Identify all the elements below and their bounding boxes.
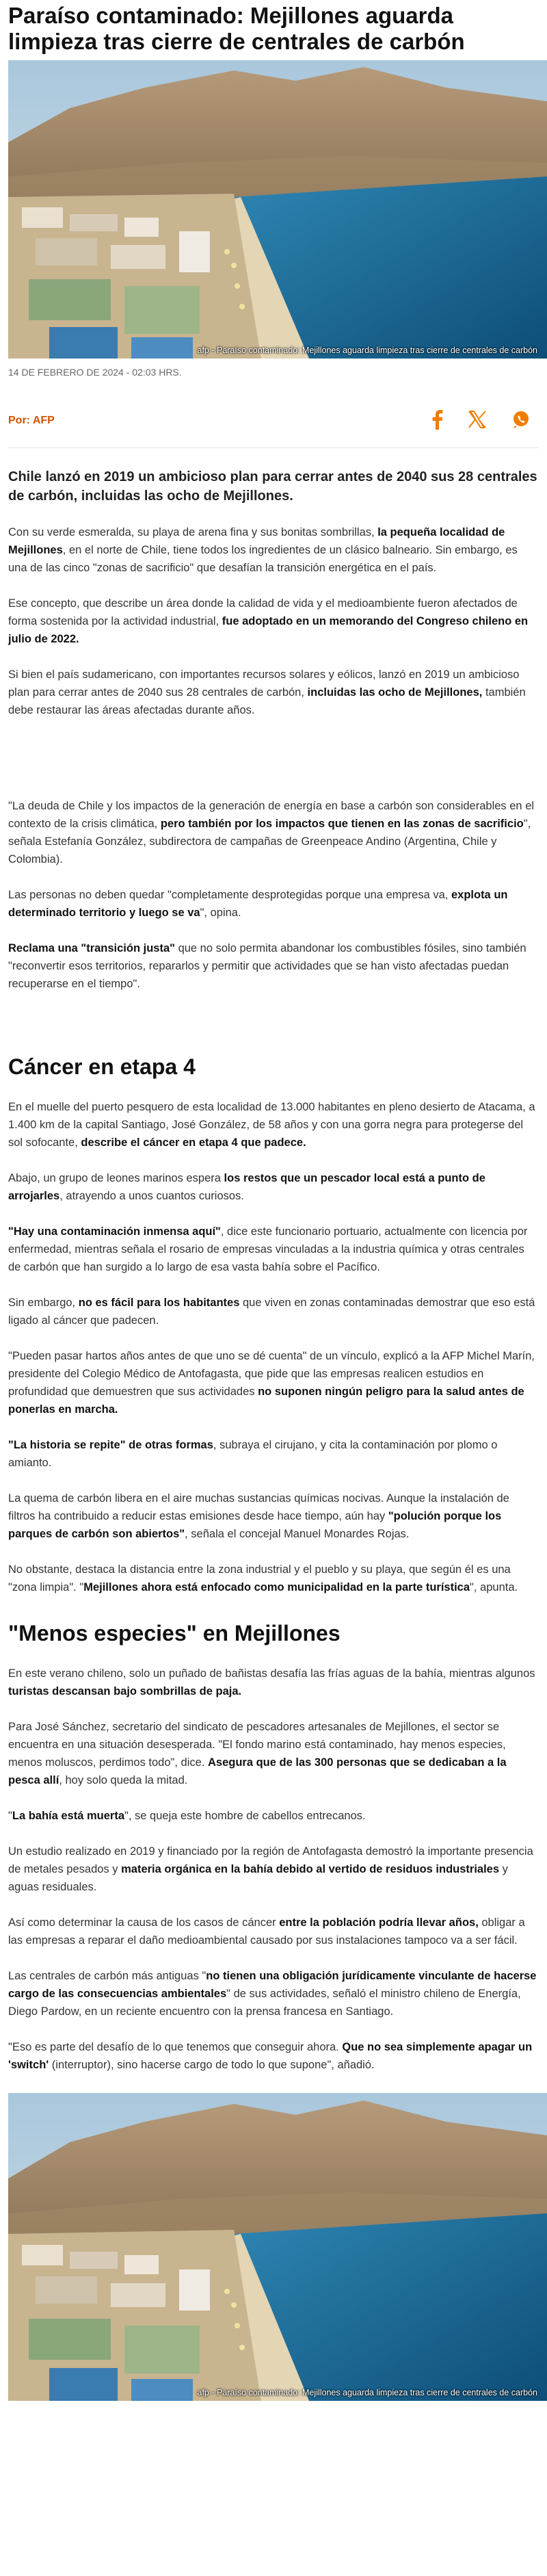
paragraph: "La historia se repite" de otras formas, subraya el cirujano, y cita la contaminación por plomo o amianto.: [8, 1439, 498, 1469]
paragraph: Ese concepto, que describe un área donde la calidad de vida y el medioambiente fueron afectados de forma sostenida por la actividad industrial, fue adoptado en un memorando del Congreso chileno en julio de 2022.: [8, 597, 529, 645]
image-caption: afp - Paraíso contaminado: Mejillones aguarda limpieza tras cierre de centrales de carbón: [197, 2388, 537, 2397]
closing-image: [8, 2093, 547, 2401]
paragraph: Para José Sánchez, secretario del sindicato de pescadores artesanales de Mejillones, el sector se encuentra en una situación desesperada. "El fondo marino está contaminado, hay menos especies, menos moluscos, perdimos todo", dice. Asegura que de las 300 personas que se dedicaban a la pesca allí, hoy solo queda la mitad.: [8, 1721, 507, 1786]
paragraph: Un estudio realizado en 2019 y financiado por la región de Antofagasta demostró la importante presencia de metales pesados y materia orgánica en la bahía debido al vertido de residuos industriales y aguas residuales.: [8, 1845, 533, 1893]
whatsapp-icon[interactable]: [511, 410, 531, 432]
paragraph: Sin embargo, no es fácil para los habitantes que viven en zonas contaminadas demostrar que eso está ligado al cáncer que padecen.: [8, 1297, 535, 1327]
x-twitter-icon[interactable]: [468, 410, 487, 432]
paragraph: Las centrales de carbón más antiguas "no tienen una obligación jurídicamente vinculante de hacerse cargo de las consecuencias ambientales" de sus actividades, señaló el ministro chileno de Energía, Diego Pardow, en un reciente encuentro con la prensa francesa en Santiago.: [8, 1970, 537, 2018]
paragraph: Las personas no deben quedar "completamente desprotegidas porque una empresa va, explota un determinado territorio y luego se va", opina.: [8, 889, 508, 919]
publish-date: 14 DE FEBRERO DE 2024 - 02:03 HRS.: [8, 367, 182, 378]
facebook-icon[interactable]: [431, 409, 443, 433]
paragraph: "Eso es parte del desafío de lo que tenemos que conseguir ahora. Que no sea simplemente apagar un 'switch' (interruptor), sino hacerse cargo de todo lo que supone", añadió.: [8, 2041, 533, 2071]
byline-row: [0, 394, 547, 447]
paragraph: Con su verde esmeralda, su playa de arena fina y sus bonitas sombrillas, la pequeña localidad de Mejillones, en el norte de Chile, tiene todos los ingredientes de un clásico balneario. Sin embargo, es una de las cinco "zonas de sacrificio" que desafían la transición energética en el país.: [8, 526, 518, 574]
paragraph: "La deuda de Chile y los impactos de la generación de energía en base a carbón son considerables en el contexto de la crisis climática, pero también por los impactos que tienen en las zonas de sacrificio", señala Estefanía González, subdirectora de campañas de Greenpeace Andino (Argentina, Chile y Colombia).: [8, 800, 535, 866]
image-caption: afp - Paraíso contaminado: Mejillones aguarda limpieza tras cierre de centrales de carbón: [197, 346, 537, 355]
beach-photo: [8, 2093, 547, 2401]
paragraph: "La bahía está muerta", se queja este hombre de cabellos entrecanos.: [8, 1810, 366, 1822]
section-heading: "Menos especies" en Mejillones: [8, 1621, 341, 1645]
share-bar: [431, 409, 539, 433]
article-title: Paraíso contaminado: Mejillones aguarda limpieza tras cierre de centrales de carbón: [8, 3, 465, 54]
article-lead: Chile lanzó en 2019 un ambicioso plan para cerrar antes de 2040 sus 28 centrales de carbón, incluidas las ocho de Mejillones.: [8, 469, 537, 504]
section-heading: Cáncer en etapa 4: [8, 1054, 196, 1079]
article-body: [0, 523, 547, 2074]
embed-placeholder: [8, 719, 539, 779]
paragraph: La quema de carbón libera en el aire muchas sustancias químicas nocivas. Aunque la instalación de filtros ha contribuido a reducir estas emisiones desde hace tiempo, aún hay "polución porque los parques de carbón son abiertos", señala el concejal Manuel Monardes Rojas.: [8, 1492, 509, 1540]
hero-image: [8, 60, 547, 359]
paragraph: "Hay una contaminación inmensa aquí", dice este funcionario portuario, actualmente con licencia por enfermedad, mientras señala el rosario de empresas vinculadas a la industria química y otras centrales de carbón que han surgido a lo largo de esa vasta bahía sobre el Pacífico.: [8, 1225, 528, 1273]
paragraph: No obstante, destaca la distancia entre la zona industrial y el pueblo y su playa, que según él es una "zona limpia". "Mejillones ahora está enfocado como municipalidad en la parte turística", apunta.: [8, 1563, 518, 1593]
byline: Por: AFP: [8, 415, 55, 426]
paragraph: "Pueden pasar hartos años antes de que uno se dé cuenta" de un vínculo, explicó a la AFP Michel Marín, presidente del Colegio Médico de Antofagasta, que pide que las empresas realicen estudios en profundidad que demuestren que sus actividades no suponen ningún peligro para la salud antes de ponerlas en marcha.: [8, 1350, 535, 1416]
paragraph: En este verano chileno, solo un puñado de bañistas desafía las frías aguas de la bahía, mientras algunos turistas descansan bajo sombrillas de paja.: [8, 1667, 535, 1697]
paragraph: En el muelle del puerto pesquero de esta localidad de 13.000 habitantes en pleno desierto de Atacama, a 1.400 km de la capital Santiago, José González, de 58 años y con una gorra negra para protegerse del sol sofocante, describe el cáncer en etapa 4 que padece.: [8, 1101, 535, 1149]
paragraph: Abajo, un grupo de leones marinos espera los restos que un pescador local está a punto de arrojarles, atrayendo a unos cuantos curiosos.: [8, 1172, 485, 1202]
paragraph: Así como determinar la causa de los casos de cáncer entre la población podría llevar años, obligar a las empresas a reparar el daño medioambiental causado por sus instalaciones tampoco va a ser fácil.: [8, 1916, 525, 1947]
paragraph: Reclama una "transición justa" que no solo permita abandonar los combustibles fósiles, sino también "reconvertir esos territorios, repararlos y permitir que actividades que se han visto afectadas puedan recuperarse en el tiempo".: [8, 942, 526, 990]
beach-photo: [8, 60, 547, 359]
paragraph: Si bien el país sudamericano, con importantes recursos solares y eólicos, lanzó en 2019 un ambicioso plan para cerrar antes de 2040 sus 28 centrales de carbón, incluidas las ocho de Mejillones, también debe restaurar las áreas afectadas durante años.: [8, 668, 526, 716]
